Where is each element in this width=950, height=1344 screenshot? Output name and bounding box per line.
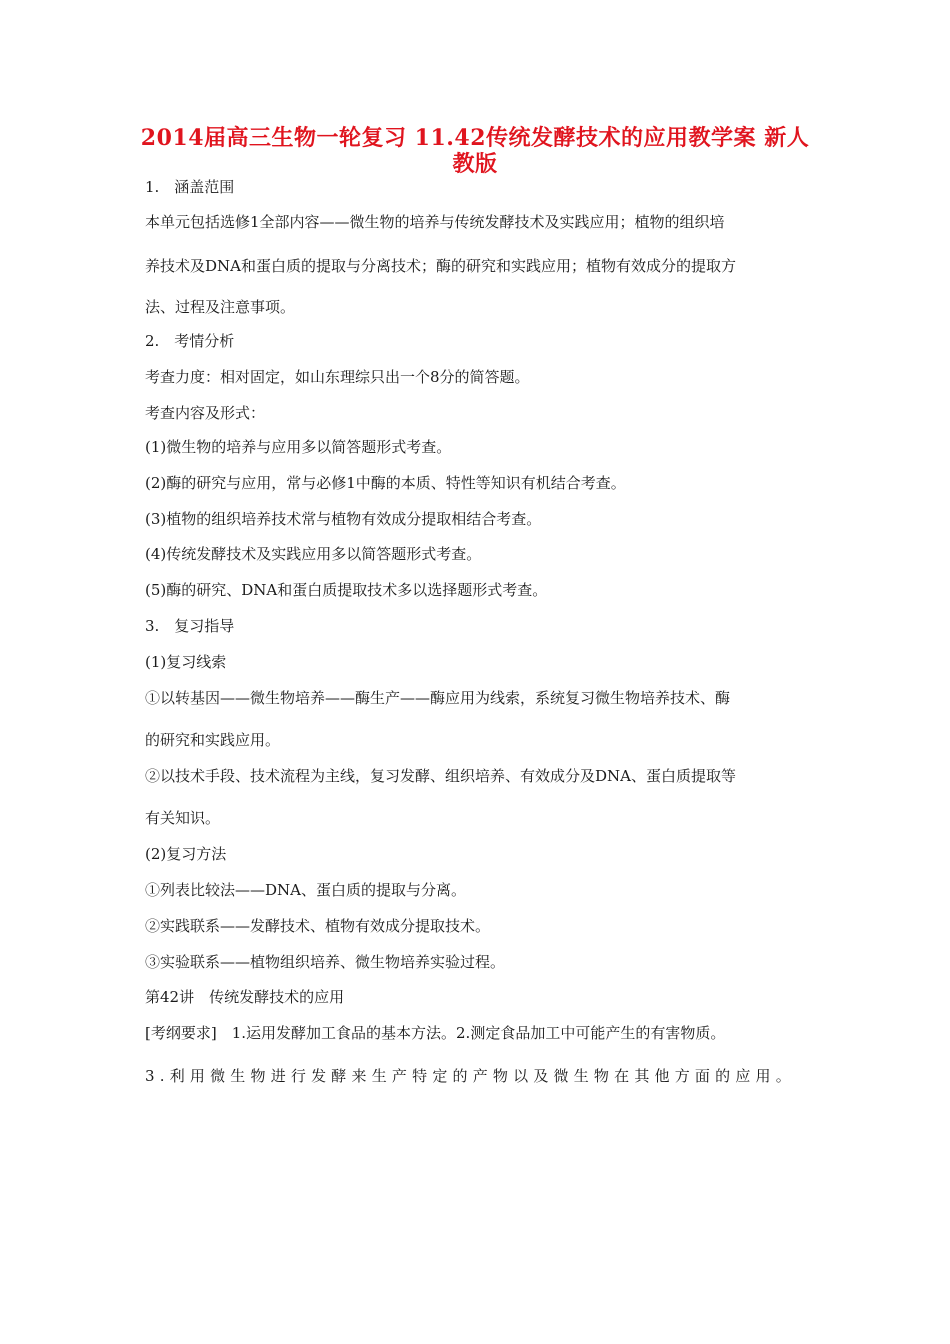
paragraph-line: [考纲要求] 1.运用发酵加工食品的基本方法。2.测定食品加工中可能产生的有害物质。 bbox=[145, 1024, 726, 1042]
section-heading-review-guide: 3. 复习指导 bbox=[145, 617, 235, 635]
paragraph-line: 有关知识。 bbox=[145, 809, 221, 827]
list-item: ②实践联系——发酵技术、植物有效成分提取技术。 bbox=[145, 917, 491, 935]
subheading: (2)复习方法 bbox=[145, 845, 227, 863]
list-item: ②以技术手段、技术流程为主线，复习发酵、组织培养、有效成分及DNA、蛋白质提取等 bbox=[145, 767, 736, 785]
list-item: (1)微生物的培养与应用多以简答题形式考查。 bbox=[145, 438, 452, 456]
paragraph-line: 法、过程及注意事项。 bbox=[145, 298, 296, 316]
subheading: (1)复习线索 bbox=[145, 653, 227, 671]
section-heading-exam-analysis: 2. 考情分析 bbox=[145, 332, 235, 350]
paragraph-line: 3.利用微生物进行发酵来生产特定的产物以及微生物在其他方面的应用。 bbox=[145, 1067, 796, 1085]
list-item: (2)酶的研究与应用，常与必修1中酶的本质、特性等知识有机结合考查。 bbox=[145, 474, 626, 492]
lesson-heading: 第42讲 传统发酵技术的应用 bbox=[145, 988, 345, 1006]
paragraph-line: 考查内容及形式： bbox=[145, 404, 266, 422]
section-heading-coverage: 1. 涵盖范围 bbox=[145, 178, 235, 196]
list-item: ①以转基因——微生物培养——酶生产——酶应用为线索，系统复习微生物培养技术、酶 bbox=[145, 689, 731, 707]
list-item: (5)酶的研究、DNA和蛋白质提取技术多以选择题形式考查。 bbox=[145, 581, 548, 599]
paragraph-line: 本单元包括选修1全部内容——微生物的培养与传统发酵技术及实践应用；植物的组织培 bbox=[145, 213, 725, 231]
list-item: (3)植物的组织培养技术常与植物有效成分提取相结合考查。 bbox=[145, 510, 542, 528]
document-title-line-2: 教版 bbox=[452, 151, 498, 177]
document-title-line-1: 2014届高三生物一轮复习 11.42传统发酵技术的应用教学案 新人 bbox=[140, 125, 810, 151]
paragraph-line: 的研究和实践应用。 bbox=[145, 731, 281, 749]
list-item: (4)传统发酵技术及实践应用多以简答题形式考查。 bbox=[145, 545, 482, 563]
list-item: ①列表比较法——DNA、蛋白质的提取与分离。 bbox=[145, 881, 466, 899]
paragraph-line: 考查力度：相对固定，如山东理综只出一个8分的简答题。 bbox=[145, 368, 530, 386]
paragraph-line: 养技术及DNA和蛋白质的提取与分离技术；酶的研究和实践应用；植物有效成分的提取方 bbox=[145, 257, 736, 275]
list-item: ③实验联系——植物组织培养、微生物培养实验过程。 bbox=[145, 953, 506, 971]
